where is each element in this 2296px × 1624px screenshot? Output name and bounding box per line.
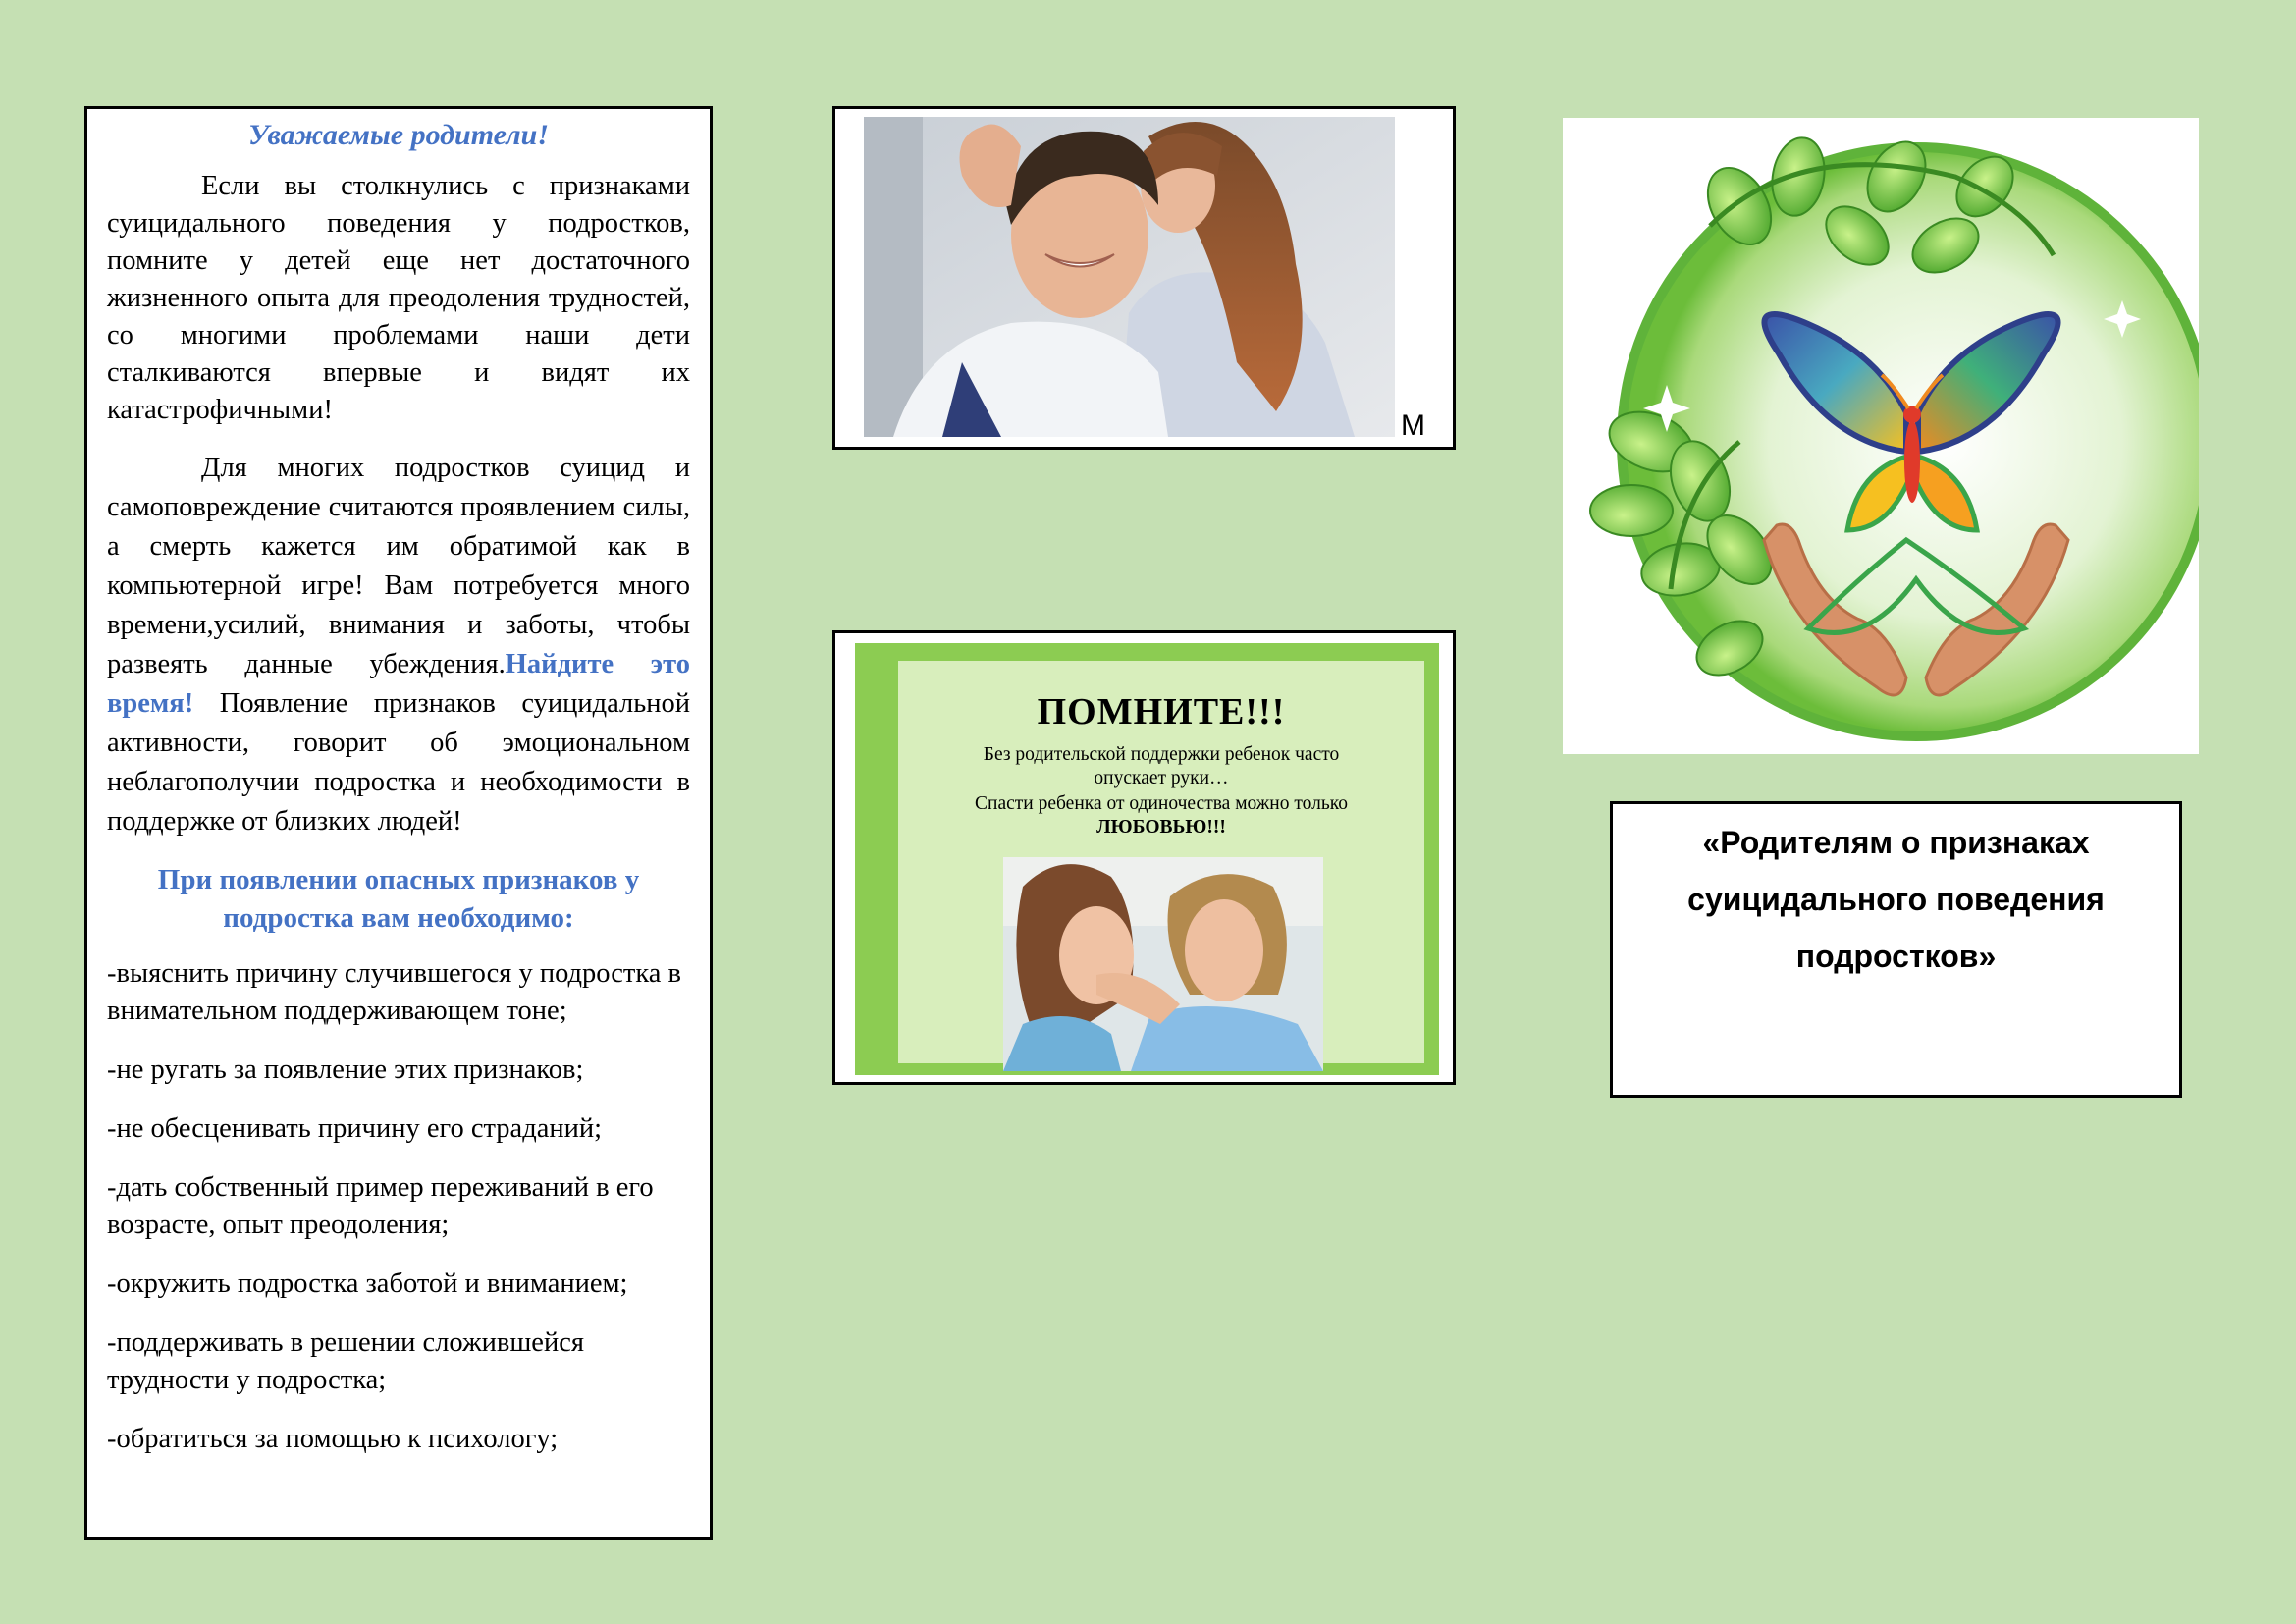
left-text-panel — [84, 106, 713, 1540]
photo-corner-letter: М — [1401, 409, 1425, 442]
poster-line-2: Спасти ребенка от одиночества можно только — [975, 793, 1348, 814]
butterfly-hands-emblem — [1563, 118, 2199, 754]
family-photo — [864, 117, 1395, 437]
second-paragraph-start: Для многих подростков суицид и самоповреждение считаются проявлением силы, а смерть кажется им обратимой как в компьютерной игре! Вам потребуется много времени,усилий, внимания и заботы, чтобы развеять данные убеждения. — [107, 453, 690, 679]
intro-paragraph: Если вы столкнулись с признаками суицидального поведения у подростков, помните у детей еще нет достаточного жизненного опыта для преодоления трудностей, со многими проблемами наши дети сталкиваются впервые и видят их катастрофичными! — [107, 171, 690, 425]
list-item: -дать собственный пример переживаний в его возрасте, опыт преодоления; — [107, 1172, 654, 1240]
poster-line-3: ЛЮБОВЬЮ!!! — [1096, 817, 1226, 838]
second-paragraph — [107, 449, 690, 841]
list-item: -обратиться за помощью к психологу; — [107, 1424, 559, 1454]
emblem-illustration — [1563, 118, 2199, 754]
mother-daughter-photo — [1003, 857, 1323, 1071]
poster-content — [898, 661, 1424, 1063]
list-item: -выяснить причину случившегося у подростка в внимательном поддерживающем тоне; — [107, 958, 682, 1026]
list-item: -окружить подростка заботой и вниманием; — [107, 1269, 628, 1299]
advice-subheading: При появлении опасных признаков у подростка вам необходимо: — [157, 864, 640, 934]
highlight-phrase: Найдите это время! — [107, 649, 690, 719]
brochure-title-box — [1610, 801, 2182, 1098]
advice-list — [107, 955, 690, 1458]
poster-border — [855, 643, 1439, 1075]
list-item: -не обесценивать причину его страданий; — [107, 1113, 603, 1144]
family-photo-frame — [832, 106, 1456, 450]
poster-line-1: Без родительской поддержки ребенок часто опускает руки… — [983, 744, 1340, 788]
second-paragraph-end: Появление признаков суицидальной активности, говорит об эмоциональном неблагополучии подростка и необходимости в поддержке от близких людей! — [107, 688, 690, 837]
greeting-heading: Уважаемые родители! — [247, 119, 550, 151]
poster-title: ПОМНИТЕ!!! — [1037, 691, 1286, 732]
poster-frame — [832, 630, 1456, 1085]
list-item: -поддерживать в решении сложившейся трудности у подростка; — [107, 1327, 584, 1395]
list-item: -не ругать за появление этих признаков; — [107, 1055, 584, 1085]
brochure-title: «Родителям о признаках суицидального поведения подростков» — [1687, 825, 2105, 974]
